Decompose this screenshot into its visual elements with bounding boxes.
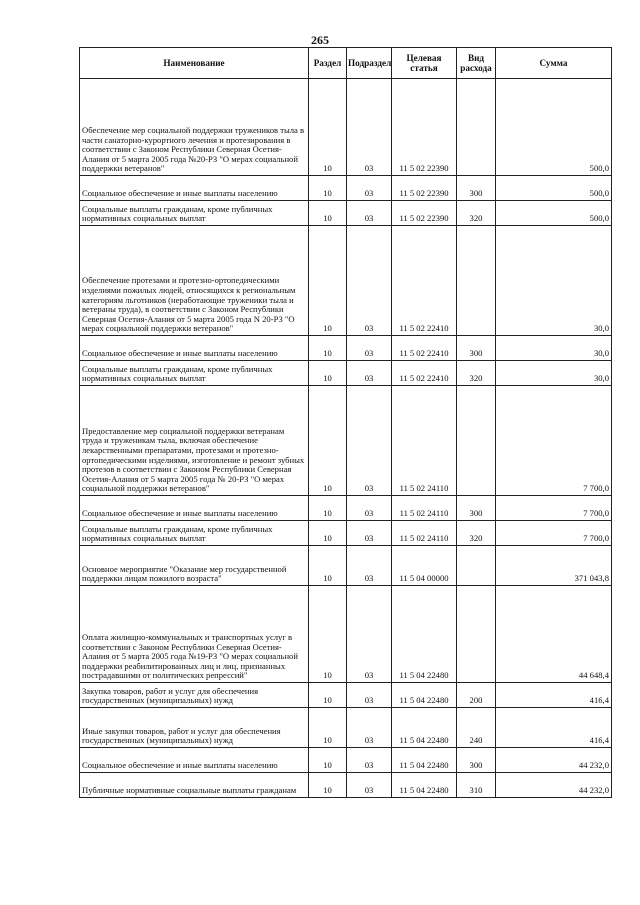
- header-subsection: Подраздел: [347, 48, 392, 79]
- row-amount: 30,0: [496, 226, 612, 336]
- row-target: 11 5 02 22410: [392, 226, 457, 336]
- row-target: 11 5 02 22390: [392, 176, 457, 201]
- row-amount: 44 648,4: [496, 586, 612, 683]
- row-name: Социальное обеспечение и иные выплаты населению: [80, 748, 309, 773]
- page-number: 265: [311, 33, 329, 47]
- row-subsection: 03: [347, 546, 392, 586]
- table-row: [80, 521, 612, 546]
- table-row: [80, 386, 612, 496]
- row-expense-type: 200: [457, 683, 496, 708]
- row-subsection: 03: [347, 386, 392, 496]
- row-expense-type: [457, 226, 496, 336]
- header-section: Раздел: [309, 48, 347, 79]
- row-section: 10: [309, 546, 347, 586]
- row-expense-type: 240: [457, 708, 496, 748]
- table-row: [80, 496, 612, 521]
- row-expense-type: 300: [457, 336, 496, 361]
- row-amount: 44 232,0: [496, 773, 612, 798]
- row-target: 11 5 02 24110: [392, 521, 457, 546]
- row-section: 10: [309, 226, 347, 336]
- table-row: [80, 773, 612, 798]
- table-row: [80, 336, 612, 361]
- row-expense-type: 310: [457, 773, 496, 798]
- row-target: 11 5 04 22480: [392, 773, 457, 798]
- budget-table: [79, 47, 612, 798]
- row-subsection: 03: [347, 176, 392, 201]
- row-section: 10: [309, 586, 347, 683]
- row-subsection: 03: [347, 79, 392, 176]
- header-name: Наименование: [80, 48, 309, 79]
- row-expense-type: [457, 586, 496, 683]
- row-subsection: 03: [347, 773, 392, 798]
- row-subsection: 03: [347, 521, 392, 546]
- table-row: [80, 226, 612, 336]
- row-target: 11 5 04 22480: [392, 683, 457, 708]
- row-section: 10: [309, 521, 347, 546]
- row-section: 10: [309, 683, 347, 708]
- row-amount: 416,4: [496, 683, 612, 708]
- row-name: Обеспечение мер социальной поддержки тружеников тыла в части санаторно-курортного лечения и протезирования в соответствии с Законом Республики Северная Осетия-Алания от 5 марта 2005 года №20-РЗ "О мерах социальной поддержки ветеранов": [80, 79, 309, 176]
- row-subsection: 03: [347, 361, 392, 386]
- row-name: Основное мероприятие "Оказание мер государственной поддержки лицам пожилого возраста": [80, 546, 309, 586]
- row-amount: 30,0: [496, 361, 612, 386]
- row-target: 11 5 02 22410: [392, 336, 457, 361]
- row-expense-type: [457, 79, 496, 176]
- table-row: [80, 546, 612, 586]
- row-name: Социальные выплаты гражданам, кроме публичных нормативных социальных выплат: [80, 521, 309, 546]
- row-section: 10: [309, 748, 347, 773]
- row-expense-type: 320: [457, 201, 496, 226]
- table-row: [80, 748, 612, 773]
- row-name: Социальное обеспечение и иные выплаты населению: [80, 336, 309, 361]
- table-row: [80, 683, 612, 708]
- header-target: Целевая статья: [392, 48, 457, 79]
- row-name: Оплата жилищно-коммунальных и транспортных услуг в соответствии с Законом Республики Северная Осетия-Алания от 5 марта 2005 года №19-РЗ "О мерах социальной поддержки реабилитированных лиц и лиц, признанных пострадавшими от политических репрессий": [80, 586, 309, 683]
- row-amount: 500,0: [496, 201, 612, 226]
- row-subsection: 03: [347, 683, 392, 708]
- row-name: Иные закупки товаров, работ и услуг для обеспечения государственных (муниципальных) нужд: [80, 708, 309, 748]
- row-expense-type: 300: [457, 748, 496, 773]
- row-amount: 371 043,8: [496, 546, 612, 586]
- row-target: 11 5 04 22480: [392, 708, 457, 748]
- row-subsection: 03: [347, 336, 392, 361]
- row-expense-type: 300: [457, 176, 496, 201]
- row-amount: 44 232,0: [496, 748, 612, 773]
- row-expense-type: [457, 386, 496, 496]
- row-target: 11 5 02 24110: [392, 386, 457, 496]
- row-target: 11 5 02 22390: [392, 79, 457, 176]
- row-name: Предоставление мер социальной поддержки ветеранам труда и труженикам тыла, включая обеспечение лекарственными препаратами, протезами и протезно-ортопедическими изделиями, изготовление и ремонт зубных протезов в соответствии с Законом Республики Северная Осетия-Алания от 5 марта 2005 года № 20-РЗ "О мерах социальной поддержки ветеранов": [80, 386, 309, 496]
- row-subsection: 03: [347, 708, 392, 748]
- row-amount: 500,0: [496, 176, 612, 201]
- row-amount: 7 700,0: [496, 496, 612, 521]
- row-section: 10: [309, 361, 347, 386]
- row-subsection: 03: [347, 226, 392, 336]
- row-name: Социальные выплаты гражданам, кроме публичных нормативных социальных выплат: [80, 201, 309, 226]
- header-expense-type: Вид расхода: [457, 48, 496, 79]
- row-subsection: 03: [347, 586, 392, 683]
- row-target: 11 5 02 22410: [392, 361, 457, 386]
- row-section: 10: [309, 336, 347, 361]
- table-row: [80, 708, 612, 748]
- row-expense-type: [457, 546, 496, 586]
- table-row: [80, 201, 612, 226]
- row-section: 10: [309, 386, 347, 496]
- row-target: 11 5 02 24110: [392, 496, 457, 521]
- row-name: Обеспечение протезами и протезно-ортопедическими изделиями пожилых людей, относящихся к региональным категориям льготников (неработающие труженики тыла и ветераны труда), в соответствии с Законом Республики Северная Осетия-Алания от 5 марта 2005 года N 20-РЗ "О мерах социальной поддержки ветеранов": [80, 226, 309, 336]
- row-section: 10: [309, 79, 347, 176]
- row-name: Закупка товаров, работ и услуг для обеспечения государственных (муниципальных) нужд: [80, 683, 309, 708]
- table-row: [80, 586, 612, 683]
- row-section: 10: [309, 773, 347, 798]
- row-section: 10: [309, 201, 347, 226]
- row-subsection: 03: [347, 748, 392, 773]
- row-expense-type: 320: [457, 521, 496, 546]
- row-expense-type: 300: [457, 496, 496, 521]
- row-target: 11 5 04 22480: [392, 748, 457, 773]
- row-amount: 7 700,0: [496, 386, 612, 496]
- row-expense-type: 320: [457, 361, 496, 386]
- table-row: [80, 79, 612, 176]
- row-amount: 416,4: [496, 708, 612, 748]
- row-name: Социальные выплаты гражданам, кроме публичных нормативных социальных выплат: [80, 361, 309, 386]
- row-subsection: 03: [347, 201, 392, 226]
- row-section: 10: [309, 708, 347, 748]
- row-target: 11 5 04 00000: [392, 546, 457, 586]
- header-amount: Сумма: [496, 48, 612, 79]
- table-header-row: [80, 48, 612, 79]
- row-section: 10: [309, 176, 347, 201]
- row-amount: 500,0: [496, 79, 612, 176]
- row-name: Публичные нормативные социальные выплаты гражданам: [80, 773, 309, 798]
- row-name: Социальное обеспечение и иные выплаты населению: [80, 176, 309, 201]
- row-amount: 30,0: [496, 336, 612, 361]
- table-body: [80, 79, 612, 798]
- row-target: 11 5 04 22480: [392, 586, 457, 683]
- row-subsection: 03: [347, 496, 392, 521]
- row-section: 10: [309, 496, 347, 521]
- row-name: Социальное обеспечение и иные выплаты населению: [80, 496, 309, 521]
- row-amount: 7 700,0: [496, 521, 612, 546]
- table-row: [80, 361, 612, 386]
- row-target: 11 5 02 22390: [392, 201, 457, 226]
- table-row: [80, 176, 612, 201]
